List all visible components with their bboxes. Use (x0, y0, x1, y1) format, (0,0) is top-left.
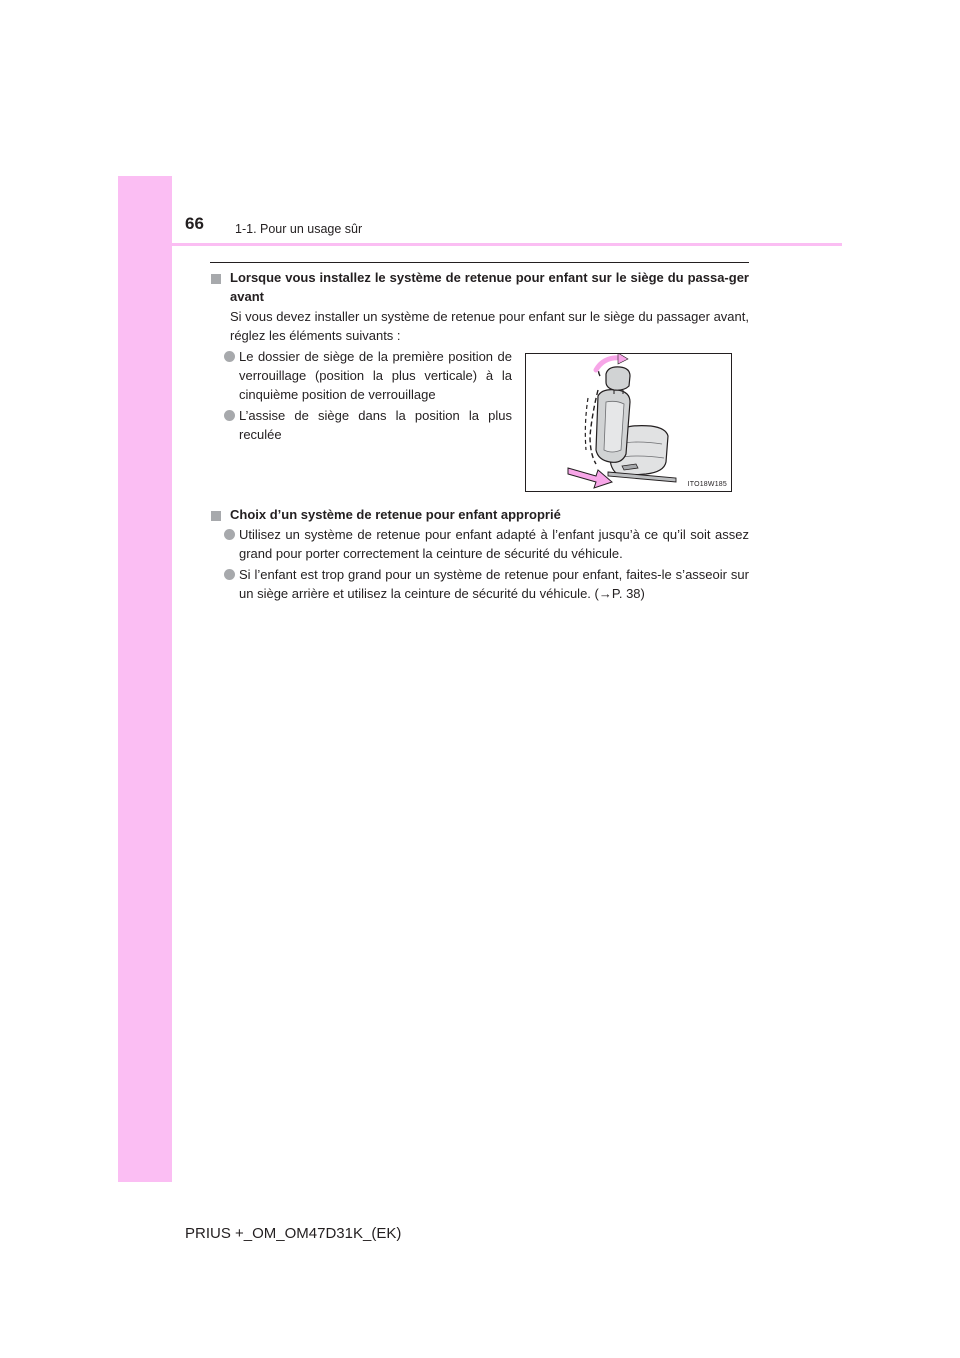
slide-arrow-icon (568, 468, 612, 488)
section1-bullet-2: L’assise de siège dans la position la plus reculée (239, 408, 512, 442)
figure-code: ITO18W185 (687, 481, 727, 488)
section2-bullet-2: Si l’enfant est trop grand pour un système de retenue pour enfant, faites-le s’asseoir sur un siège arrière et utilisez la ceinture de sécurité du véhicule. (→P. 38) (239, 567, 749, 601)
section2-bullet-1: Utilisez un système de retenue pour enfant adapté à l’enfant jusqu’à ce qu’il soit assez grand pour porter correctement la ceinture de sécurité du véhicule. (239, 527, 749, 561)
section-square-icon (211, 511, 221, 521)
section-title: 1-1. Pour un usage sûr (235, 222, 363, 236)
side-tab (118, 176, 172, 1182)
content-divider (210, 262, 749, 263)
section2-heading: Choix d’un système de retenue pour enfant approprié (230, 507, 561, 522)
headrest (606, 367, 630, 390)
page-number: 66 (185, 214, 204, 233)
bullet-dot-icon (224, 351, 235, 362)
bullet-dot-icon (224, 529, 235, 540)
bullet-dot-icon (224, 569, 235, 580)
section1-paragraph: Si vous devez installer un système de retenue pour enfant sur le siège du passager avant, réglez les éléments suivants : (230, 309, 749, 343)
seat-adjustment-figure (525, 353, 732, 492)
document-code: PRIUS +_OM_OM47D31K_(EK) (185, 1225, 402, 1242)
bullet-dot-icon (224, 410, 235, 421)
section1-heading: Lorsque vous installez le système de retenue pour enfant sur le siège du passa-ger avant (230, 270, 749, 304)
car-seat-illustration (526, 354, 731, 491)
section-square-icon (211, 274, 221, 284)
section1-bullet-1: Le dossier de siège de la première position de verrouillage (position la plus verticale) à la cinquième position de verrouillage (239, 349, 512, 402)
header-rule (118, 243, 842, 246)
